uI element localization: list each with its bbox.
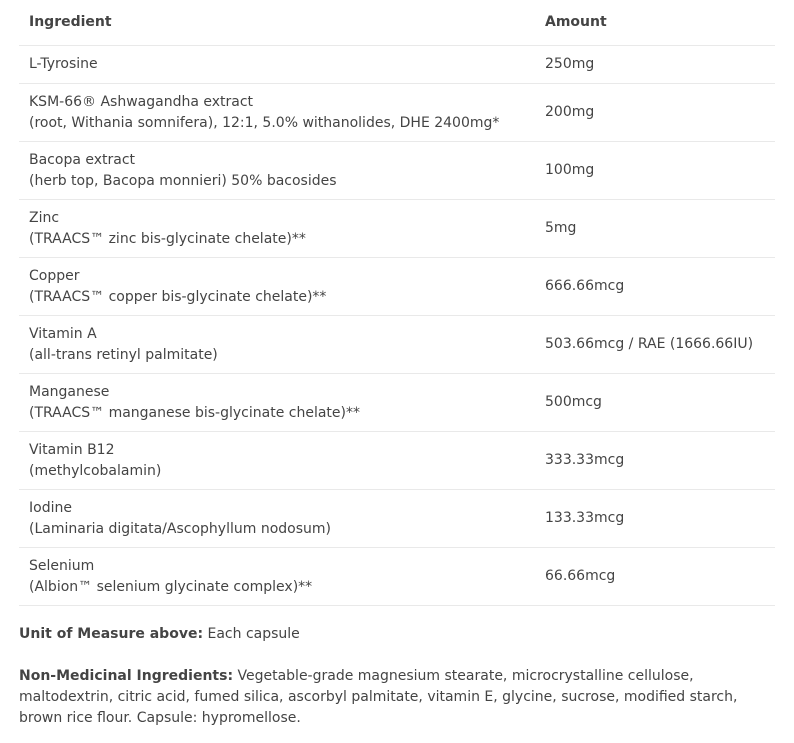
amount-cell: 133.33mcg: [535, 490, 775, 548]
ingredient-description: (Laminaria digitata/Ascophyllum nodosum): [29, 520, 331, 537]
ingredient-description: (TRAACS™ manganese bis-glycinate chelate)**: [29, 404, 360, 421]
ingredient-name: KSM-66® Ashwagandha extract: [29, 93, 254, 110]
ingredient-name: Iodine: [29, 499, 72, 516]
ingredient-description: (root, Withania somnifera), 12:1, 5.0% withanolides, DHE 2400mg*: [29, 114, 500, 131]
ingredient-cell: [19, 490, 535, 548]
ingredient-description: (methylcobalamin): [29, 462, 162, 479]
ingredient-name: Selenium: [29, 557, 95, 574]
ingredient-name: Zinc: [29, 209, 60, 226]
amount-cell: 100mg: [535, 142, 775, 200]
amount-cell: 500mcg: [535, 374, 775, 432]
ingredient-name: Bacopa extract: [29, 151, 136, 168]
nmi-value: Vegetable-grade magnesium stearate, microcrystalline cellulose, maltodextrin, citric acid, fumed silica, ascorbyl palmitate, vitamin E, glycine, sucrose, modified starch, brown rice flour. Capsule: hypromellose.: [19, 668, 738, 726]
unit-value: Each capsule: [203, 626, 300, 642]
amount-cell: 66.66mcg: [535, 548, 775, 606]
amount-cell: 5mg: [535, 200, 775, 258]
nmi-label: Non-Medicinal Ingredients:: [19, 668, 234, 684]
ingredient-cell: [19, 432, 535, 490]
ingredient-description: (all-trans retinyl palmitate): [29, 346, 218, 363]
table-row: [19, 46, 775, 84]
ingredient-name: Manganese: [29, 383, 110, 400]
ingredient-cell: [19, 258, 535, 316]
ingredient-name: L-Tyrosine: [29, 56, 98, 72]
ingredient-description: (herb top, Bacopa monnieri) 50% bacosides: [29, 172, 337, 189]
ingredient-cell: [19, 200, 535, 258]
ingredient-name: Vitamin B12: [29, 441, 115, 458]
table-row: [19, 432, 775, 490]
notes-section: [19, 624, 775, 729]
ingredient-description: (Albion™ selenium glycinate complex)**: [29, 578, 313, 595]
table-row: [19, 258, 775, 316]
ingredient-cell: [19, 46, 535, 84]
ingredient-name: Vitamin A: [29, 325, 97, 342]
non-medicinal-ingredients: [19, 666, 775, 729]
ingredient-description: (TRAACS™ zinc bis-glycinate chelate)**: [29, 230, 306, 247]
amount-cell: 200mg: [535, 84, 775, 142]
amount-cell: 503.66mcg / RAE (1666.66IU): [535, 316, 775, 374]
header-amount: Amount: [535, 0, 775, 46]
ingredient-name: Copper: [29, 267, 80, 284]
table-row: [19, 316, 775, 374]
ingredient-description: (TRAACS™ copper bis-glycinate chelate)**: [29, 288, 327, 305]
table-row: [19, 142, 775, 200]
table-row: [19, 84, 775, 142]
ingredient-cell: [19, 548, 535, 606]
amount-cell: 666.66mcg: [535, 258, 775, 316]
ingredient-cell: [19, 374, 535, 432]
amount-cell: 333.33mcg: [535, 432, 775, 490]
header-ingredient: Ingredient: [19, 0, 535, 46]
unit-of-measure: [19, 624, 775, 645]
table-header-row: [19, 0, 775, 46]
amount-cell: 250mg: [535, 46, 775, 84]
ingredient-cell: [19, 84, 535, 142]
table-row: [19, 548, 775, 606]
table-row: [19, 490, 775, 548]
table-row: [19, 200, 775, 258]
ingredient-cell: [19, 316, 535, 374]
unit-label: Unit of Measure above:: [19, 626, 204, 642]
ingredients-table: [19, 0, 775, 606]
ingredient-cell: [19, 142, 535, 200]
table-row: [19, 374, 775, 432]
